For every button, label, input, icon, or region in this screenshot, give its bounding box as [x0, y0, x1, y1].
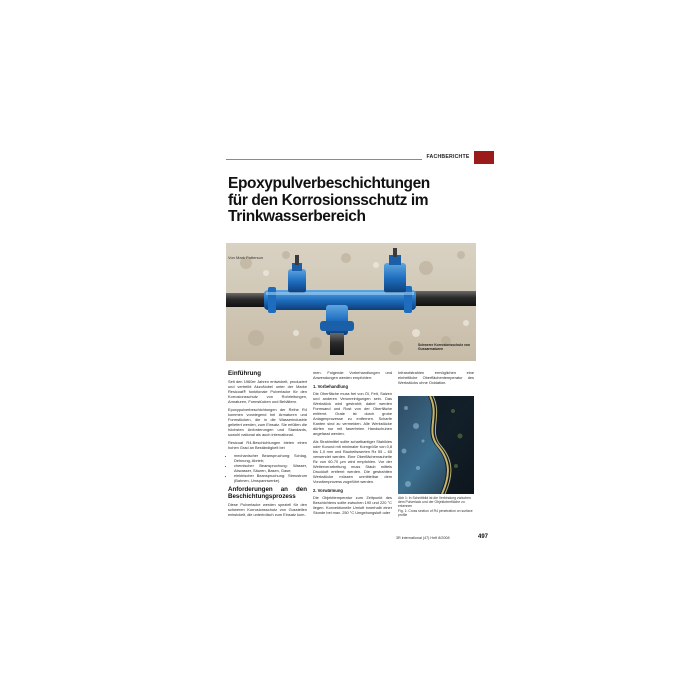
article-title [228, 176, 488, 226]
paragraph: Diese Pulverlacke werden speziell für den schweren Korrosionsschutz von Gussteilen entwickelt, die unterirdisch zum Einsatz kom- [228, 502, 307, 517]
page-number: 497 [478, 534, 489, 540]
paragraph: Epoxypulverbeschichtungen der Reihe R4 kommen vorwiegend bei Armaturen und Formstücken, die in die Wasserindustrie geliefert werden, zum Einsatz. Sie erfüllen die höchsten Anforderungen und Standards, sowohl national als auch international. [228, 407, 307, 437]
paragraph: men. Folgende Vorbehandlungen und Anwendungen werden empfohlen: [313, 370, 392, 380]
journal-footer: 3R international (47) Heft 8/2008 [396, 536, 450, 540]
paragraph: Resicoat R4-Beschichtungen bieten einen hohen Grad an Beständigkeit bei [228, 440, 307, 450]
section-label: FACHBERICHTE [426, 154, 470, 160]
paragraph: Als Strahlmittel sollte scharfkantiger Stahlkies oder Korund mit minimaler Korngröße von 0,8 bis 1,0 mm und Rauheitswerten Rz 55 – 65 verwendet werden. Eine Oberflächenrauheite Rz von 60-70 µm wird empfohlen. Vor der Weiterverarbeitung muss Staub mittels Druckluft entfernt werden. Die gestrahlten Werkstücke müssen unmittelbar dem Vorwärmprozess zugeführt werden. [313, 439, 392, 484]
text-column-2 [313, 370, 392, 518]
text-column-3 [398, 370, 474, 388]
title-line-3: Trinkwasserbereich [228, 208, 366, 225]
resistance-list [228, 453, 307, 483]
section-accent-block [474, 151, 494, 164]
title-line-2: für den Korrosionsschutz im [228, 191, 429, 209]
subheading-preheating: 2. Vorwärmung [313, 488, 343, 493]
heading-requirements: Anforderungen an den Beschichtungsprozess [228, 486, 307, 500]
list-item: • chemischer Beanspruchung: Wasser, Abwasser, Säuren, Basen, Gase; [234, 463, 307, 473]
text-column-1 [228, 370, 307, 520]
title-line-1: Epoxypulverbeschichtungen [228, 175, 430, 192]
section-tag [422, 151, 494, 164]
paragraph: Die Objekttemperatur zum Zeitpunkt des Beschichtens sollte zwischen 190 und 220 °C liegen. Konvektionelle Umluft innerhalb einer Stunde bei max. 250 °C Umgebungsluft oder [313, 495, 392, 515]
figure-caption-de: Abb 1: In Schnittbild ist die Verbindung zwischen dem Pulverlack und der Objektoberfläche zu erkennen [398, 496, 471, 509]
paragraph: Seit den 1960er Jahren entwickelt, produziert und vertreibt AkzoNobel unter der Marke Resicoat® funktionale Pulverlacke für den Korrosionsschutz von Rohrleitungen, Armaturen, Formstücken und Behältern. [228, 379, 307, 404]
figure-caption [398, 496, 474, 517]
paragraph: Die Oberfläche muss frei von Öl, Fett, Salzen und anderen Verunreinigungen sein. Das Werkstück wird gestrahlt; dabei werden Formsand und Rost von der Oberfläche entfernt. Grate ist durch grobe Anlagenprozesse zu entfernen. Scharfe Kanten sind zu vermeiden. Alle Werkstücke dürfen nur mit faserfreien Handschuhen angefasst werden. [313, 391, 392, 436]
author-line: Von Mark Patterson [228, 255, 264, 260]
figure-caption-en: Fig. 1: Cross section of R4 penetration on surface profile [398, 508, 473, 517]
micrograph-image [398, 396, 474, 494]
article-page [226, 150, 494, 550]
list-item: • elektrischer Beanspruchung: Streustrom (Bahnen, Umspannwerke). [234, 473, 307, 483]
heading-intro: Einführung [228, 370, 261, 377]
photo-caption: Schwerer Korrosionsschutz von Gussarmaturen [418, 343, 471, 351]
paragraph: Infrarotstrahlen ermöglichen eine einheitliche Oberflächentemperatur des Werkstücks ohne Oxidation. [398, 370, 474, 385]
list-item: • mechanischer Beanspruchung: Schlag, Dehnung, Abrieb; [234, 453, 307, 463]
subheading-pretreatment: 1. Vorbehandlung [313, 384, 349, 389]
